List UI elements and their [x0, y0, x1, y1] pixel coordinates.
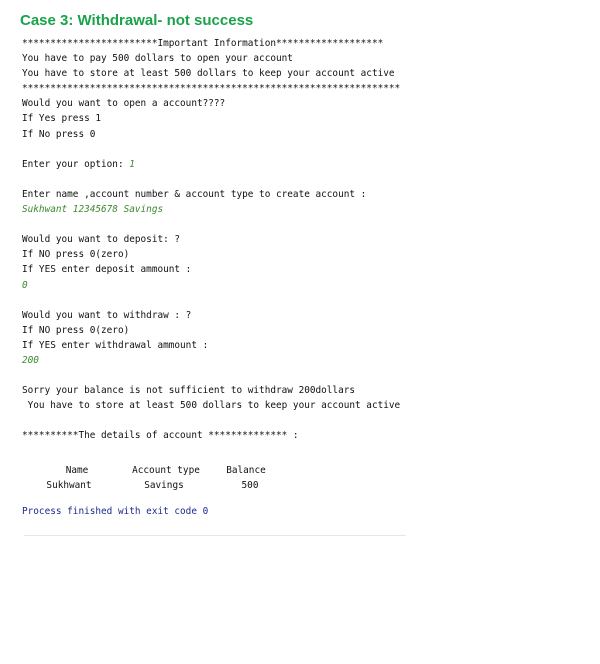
deposit-no-line: If NO press 0(zero) — [22, 249, 130, 261]
create-input-value: Sukhwant 12345678 Savings — [22, 204, 164, 216]
store-line-repeat: You have to store at least 500 dollars to keep your account active — [22, 400, 401, 412]
console-output — [22, 36, 406, 519]
table-cell-account-type: Savings — [144, 479, 184, 491]
info-banner-top: ************************Important Information******************* — [22, 38, 384, 49]
spacer — [22, 293, 406, 308]
spacer — [22, 444, 406, 459]
withdraw-yes-line: If YES enter withdrawal ammount : — [22, 339, 209, 351]
account-table — [22, 463, 406, 495]
table-cell-balance: 500 — [241, 479, 259, 491]
store-line: You have to store at least 500 dollars to keep your account active — [22, 68, 395, 80]
info-banner-bottom: ******************************************************************* — [22, 83, 401, 95]
option-input-value: 1 — [129, 158, 135, 170]
spacer — [22, 495, 406, 504]
deposit-input-value: 0 — [22, 279, 28, 291]
withdraw-no-line: If NO press 0(zero) — [22, 324, 130, 336]
insufficient-balance-line: Sorry your balance is not sufficient to withdraw 200dollars — [22, 385, 356, 397]
open-question: Would you want to open a account???? — [22, 98, 226, 110]
create-prompt: Enter name ,account number & account type to create account : — [22, 188, 367, 200]
details-line: **********The details of account ************** : — [22, 430, 299, 442]
deposit-question: Would you want to deposit: ? — [22, 234, 181, 246]
spacer — [22, 413, 406, 428]
deposit-yes-line: If YES enter deposit ammount : — [22, 264, 192, 276]
spacer — [22, 217, 406, 232]
divider-line — [24, 535, 406, 536]
table-header-balance: Balance — [226, 464, 266, 476]
case-heading: Case 3: Withdrawal- not success — [20, 12, 254, 29]
table-header-account-type: Account type — [132, 464, 200, 476]
withdraw-input-value: 200 — [22, 354, 39, 366]
option-prompt: Enter your option: — [22, 158, 130, 170]
yes-line: If Yes press 1 — [22, 113, 102, 125]
exit-code-line: Process finished with exit code 0 — [22, 505, 209, 517]
pay-line: You have to pay 500 dollars to open your account — [22, 53, 293, 65]
table-header-name: Name — [65, 464, 89, 476]
spacer — [22, 368, 406, 383]
no-line: If No press 0 — [22, 128, 96, 140]
spacer — [22, 142, 406, 157]
option-line — [22, 157, 406, 172]
spacer — [22, 172, 406, 187]
table-cell-name: Sukhwant — [46, 479, 92, 491]
withdraw-question: Would you want to withdraw : ? — [22, 309, 192, 321]
